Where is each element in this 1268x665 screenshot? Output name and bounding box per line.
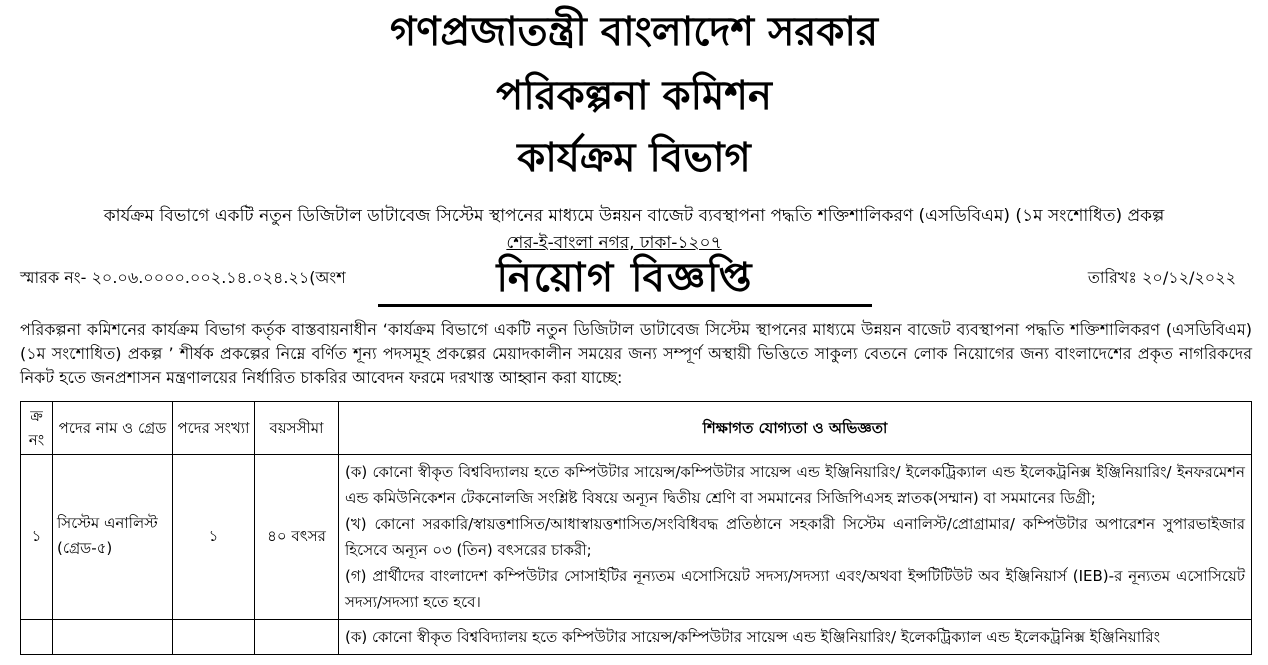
- memo-number: স্মারক নং- ২০.০৬.০০০০.০০২.১৪.০২৪.২১(অংশ: [20, 268, 346, 287]
- header-serial: ক্র নং: [21, 402, 53, 455]
- table-header-row: [21, 402, 1252, 455]
- header-post: পদের নাম ও গ্রেড: [53, 402, 173, 455]
- qualification-a: (ক) কোনো স্বীকৃত বিশ্ববিদ্যালয় হতে কম্পিউটার সায়েন্স/কম্পিউটার সায়েন্স এন্ড ইঞ্জিনিয়ারিং/ ইলেকট্রিক্যাল এন্ড ইলেকট্রনিক্স ইঞ্জিনিয়ারিং/ ইনফরমেশন এন্ড কমিউনিকেশন টেকনোলজি সংশ্লিষ্ট বিষয়ে অন্যূন দ্বিতীয় শ্রেণি বা সমমানের সিজিপিএসহ স্নাতক(সম্মান) বা সমমানের ডিগ্রী;: [345, 463, 1245, 507]
- header-qualification: শিক্ষাগত যোগ্যতা ও অভিজ্ঞতা: [339, 402, 1252, 455]
- cell-post: সিস্টেম এনালিস্ট (গ্রেড-৫): [53, 455, 173, 620]
- cell-age: ৪০ বৎসর: [255, 455, 339, 620]
- project-address: শের-ই-বাংলা নগর, ঢাকা-১২০৭: [506, 233, 722, 253]
- notice-date: তারিখঃ ২০/১২/২০২২: [1087, 268, 1236, 287]
- cell-serial: ১: [21, 455, 53, 620]
- cell-count: ১: [173, 455, 255, 620]
- project-name: কার্যক্রম বিভাগে একটি নতুন ডিজিটাল ডাটাবেজ সিস্টেম স্থাপনের মাধ্যমে উন্নয়ন বাজেট ব্যবস্থাপনা পদ্ধতি শক্তিশালিকরণ (এসডিবিএম) (১ম সংশোধিত) প্রকল্প: [103, 206, 1165, 226]
- cell-count: [173, 620, 255, 655]
- cell-serial: [21, 620, 53, 655]
- vacancy-table: [20, 401, 1252, 655]
- table-row: [21, 620, 1252, 655]
- cell-qualification: [339, 455, 1252, 620]
- intro-paragraph: পরিকল্পনা কমিশনের কার্যক্রম বিভাগ কর্তৃক বাস্তবায়নাধীন ‘কার্যক্রম বিভাগে একটি নতুন ডিজিটাল ডাটাবেজ সিস্টেম স্থাপনের মাধ্যমে উন্নয়ন বাজেট ব্যবস্থাপনা পদ্ধতি শক্তিশালিকরণ (এসডিবিএম) (১ম সংশোধিত) প্রকল্প ’ শীর্ষক প্রকল্পের নিম্নে বর্ণিত শূন্য পদসমূহ প্রকল্পের মেয়াদকালীন সময়ের জন্য সম্পূর্ণ অস্থায়ী ভিত্তিতে সাকুল্য বেতনে লোক নিয়োগের জন্য বাংলাদেশের প্রকৃত নাগরিকদের নিকট হতে জনপ্রশাসন মন্ত্রণালয়ের নির্ধারিত চাকরির আবেদন ফরমে দরখাস্ত আহ্বান করা যাচ্ছে:: [20, 320, 1252, 387]
- cell-post: [53, 620, 173, 655]
- qualification-c: (গ) প্রার্থীদের বাংলাদেশ কম্পিউটার সোসাইটির নূন্যতম এসোসিয়েট সদস্য/সদস্যা এবং/অথবা ইন্সটিটিউট অব ইঞ্জিনিয়ার্স (IEB)-র নূন্যতম এসোসিয়েট সদস্য/সদস্যা হতে হবে।: [345, 567, 1245, 611]
- qualification-b: (খ) কোনো সরকারি/স্বায়ত্তশাসিত/আধাস্বায়ত্তশাসিত/সংবিধিবদ্ধ প্রতিষ্ঠানে সহকারী সিস্টেম এনালিস্ট/প্রোগ্রামার/ কম্পিউটার অপারেশন সুপারভাইজার হিসেবে অন্যূন ০৩ (তিন) বৎসরের চাকরী;: [345, 515, 1245, 559]
- header-age: বয়সসীমা: [255, 402, 339, 455]
- table-row: [21, 455, 1252, 620]
- notice-title: নিয়োগ বিজ্ঞপ্তি: [378, 252, 872, 307]
- header-count: পদের সংখ্যা: [173, 402, 255, 455]
- cell-qualification: (ক) কোনো স্বীকৃত বিশ্ববিদ্যালয় হতে কম্পিউটার সায়েন্স/কম্পিউটার সায়েন্স এন্ড ইঞ্জিনিয়ারিং/ ইলেকট্রিক্যাল এন্ড ইলেকট্রনিক্স ইঞ্জিনিয়ারিং: [339, 620, 1252, 655]
- cell-age: [255, 620, 339, 655]
- government-heading: গণপ্রজাতন্ত্রী বাংলাদেশ সরকার: [390, 9, 878, 55]
- commission-heading: পরিকল্পনা কমিশন: [496, 73, 772, 119]
- division-heading: কার্যক্রম বিভাগ: [517, 135, 751, 181]
